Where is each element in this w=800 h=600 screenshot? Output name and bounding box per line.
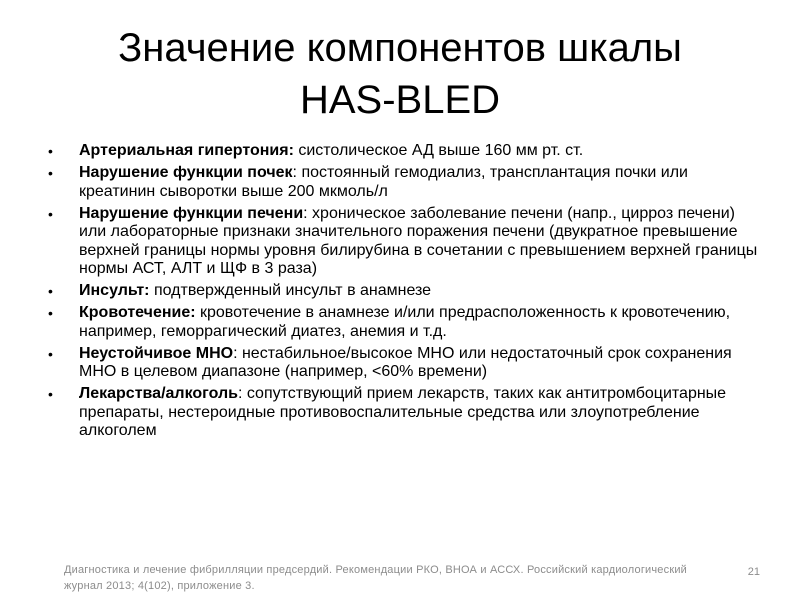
slide-title-line-1: Значение компонентов шкалы (118, 26, 682, 70)
list-item-text: кровотечение в анамнезе и/или предрасположенность к кровотечению, например, геморрагический диатез, анемия и т.д. (79, 304, 731, 340)
bullet-dot-icon: • (48, 165, 53, 181)
list-item-term: Кровотечение: (79, 304, 196, 321)
source-citation: Диагностика и лечение фибрилляции предсердий. Рекомендации РКО, ВНОА и АССХ. Российский кардиологический журнал 2013; 4(102), приложение 3. (64, 564, 688, 592)
bullet-dot-icon: • (48, 305, 53, 321)
list-item (48, 205, 760, 279)
slide-title (40, 22, 760, 126)
list-item (48, 282, 760, 301)
list-item (48, 142, 760, 161)
bullet-dot-icon: • (48, 205, 53, 222)
list-item (48, 304, 760, 341)
bullet-dot-icon: • (48, 143, 53, 159)
page-number: 21 (747, 566, 760, 578)
bullet-dot-icon: • (48, 386, 53, 402)
list-item-text: : нестабильное/высокое МНО или недостаточный срок сохранения МНО в целевом диапазоне (например, <60% времени) (79, 344, 732, 380)
list-item-text: подтвержденный инсульт в анамнезе (149, 282, 432, 299)
slide-title-line-2: HAS-BLED (299, 78, 501, 122)
list-item-text: систолическое АД выше 160 мм рт. ст. (293, 142, 584, 159)
list-item-term: Нарушение функции почек (79, 164, 293, 181)
criteria-list (48, 142, 760, 444)
list-item-text: : постоянный гемодиализ, трансплантация почки или креатинин сыворотки выше 200 мкмоль/л (79, 164, 688, 200)
list-item (48, 345, 760, 382)
list-item (48, 385, 760, 441)
list-item-text: : хроническое заболевание печени (напр., цирроз печени) или лабораторные признаки значительного поражения печени (двукратное превышение верхней границы нормы уровня билирубина в сочетании с превышением верхней границы нормы АСТ, АЛТ и ЩФ в 3 раза) (79, 204, 758, 277)
list-item-term: Артериальная гипертония: (79, 142, 294, 159)
list-item-term: Лекарства/алкоголь (79, 385, 238, 402)
list-item-term: Инсульт: (79, 282, 150, 299)
list-item-term: Неустойчивое МНО (79, 344, 234, 362)
list-item-text: : сопутствующий прием лекарств, таких как антитромбоцитарные препараты, нестероидные противовоспалительные средства или злоупотребление алкоголем (79, 385, 727, 439)
list-item-term: Нарушение функции печени (79, 204, 304, 222)
bullet-dot-icon: • (48, 345, 53, 362)
bullet-dot-icon: • (48, 283, 53, 299)
list-item (48, 164, 760, 201)
